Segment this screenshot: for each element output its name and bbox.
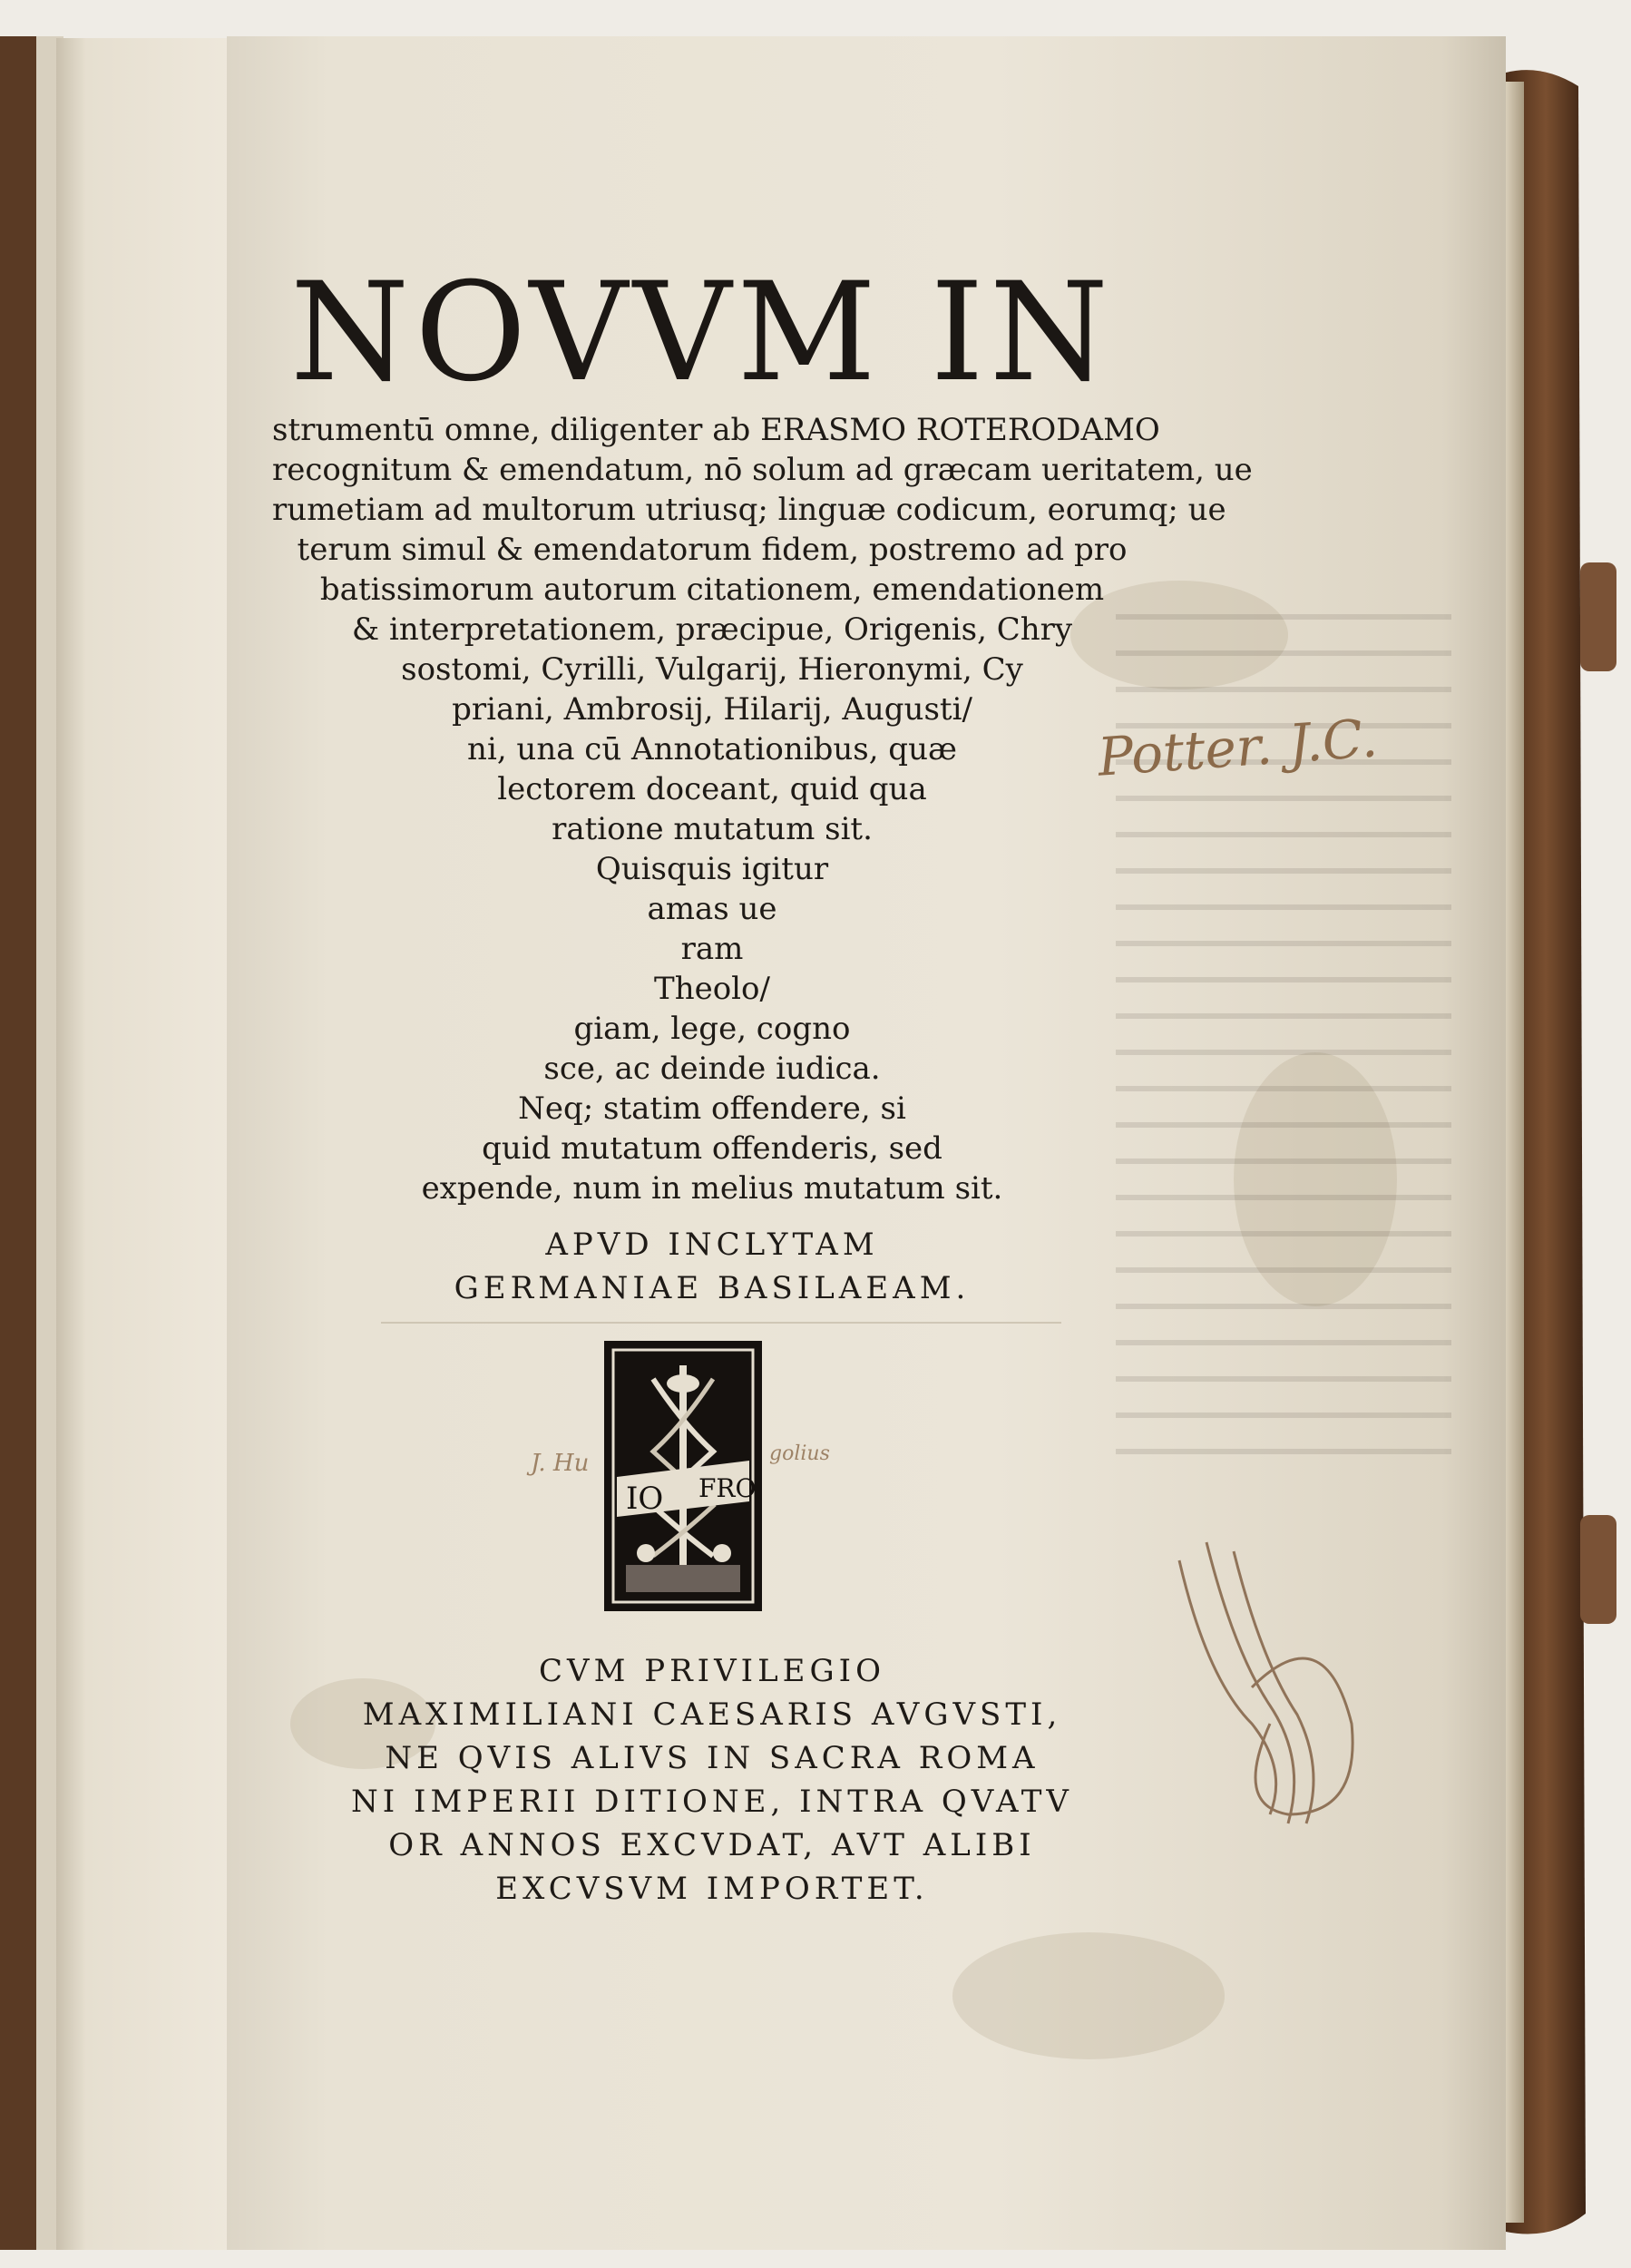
privilege-line-3: NE QVIS ALIVS IN SACRA ROMA: [385, 1740, 1040, 1776]
privilege-line-5: OR ANNOS EXCVDAT, AVT ALIBI: [388, 1827, 1036, 1863]
body-line-2: recognitum & emendatum, nō solum ad græcam ueritatem, ue: [272, 452, 1253, 488]
privilege-line-2: MAXIMILIANI CAESARIS AVGVSTI,: [362, 1696, 1062, 1733]
privilege-line-6: EXCVSVM IMPORTET.: [495, 1871, 929, 1907]
imprint-line-1: APVD INCLYTAM: [545, 1227, 879, 1263]
mark-right-letters: FRO: [698, 1473, 757, 1503]
book-title: NOVVM IN: [290, 254, 1115, 412]
dove-icon: [667, 1374, 699, 1393]
body-line-7: sostomi, Cyrilli, Vulgarij, Hieronymi, Cy: [401, 651, 1023, 688]
body-line-14: ram: [680, 931, 744, 967]
body-line-12: Quisquis igitur: [595, 851, 829, 887]
flyleaf: [56, 38, 256, 2250]
body-line-8: priani, Ambrosij, Hilarij, Augusti/: [452, 691, 972, 728]
body-line-3: rumetiam ad multorum utriusq; linguæ codicum, eorumq; ue: [272, 492, 1226, 528]
body-line-6: & interpretationem, præcipue, Origenis, Chry: [351, 611, 1073, 648]
body-line-13: amas ue: [647, 891, 777, 927]
signature-right: golius: [769, 1442, 830, 1465]
body-line-5: batissimorum autorum citationem, emendationem: [319, 572, 1105, 608]
body-line-9: ni, una cū Annotationibus, quæ: [467, 731, 957, 767]
imprint-line-2: GERMANIAE BASILAEAM.: [454, 1270, 971, 1306]
privilege-line-1: CVM PRIVILEGIO: [539, 1653, 885, 1689]
body-line-18: Neq; statim offendere, si: [518, 1090, 906, 1127]
body-line-16: giam, lege, cogno: [573, 1011, 851, 1047]
printer-mark: [604, 1341, 762, 1611]
body-line-10: lectorem doceant, quid qua: [497, 771, 927, 807]
mark-left-letters: IO: [626, 1481, 664, 1517]
margin-annotation: Potter. J.C.: [1096, 707, 1380, 788]
body-line-1: strumentū omne, diligenter ab ERASMO ROTERODAMO: [272, 412, 1160, 448]
body-line-4: terum simul & emendatorum fidem, postremo ad pro: [297, 532, 1128, 568]
body-line-11: ratione mutatum sit.: [552, 811, 873, 847]
body-line-20: expende, num in melius mutatum sit.: [421, 1170, 1003, 1207]
body-line-15: Theolo/: [654, 971, 770, 1007]
privilege-line-4: NI IMPERII DITIONE, INTRA QVATV: [351, 1784, 1073, 1820]
body-line-17: sce, ac deinde iudica.: [543, 1051, 881, 1087]
body-line-19: quid mutatum offenderis, sed: [482, 1130, 942, 1167]
signature-left: J. Hu: [531, 1450, 590, 1477]
